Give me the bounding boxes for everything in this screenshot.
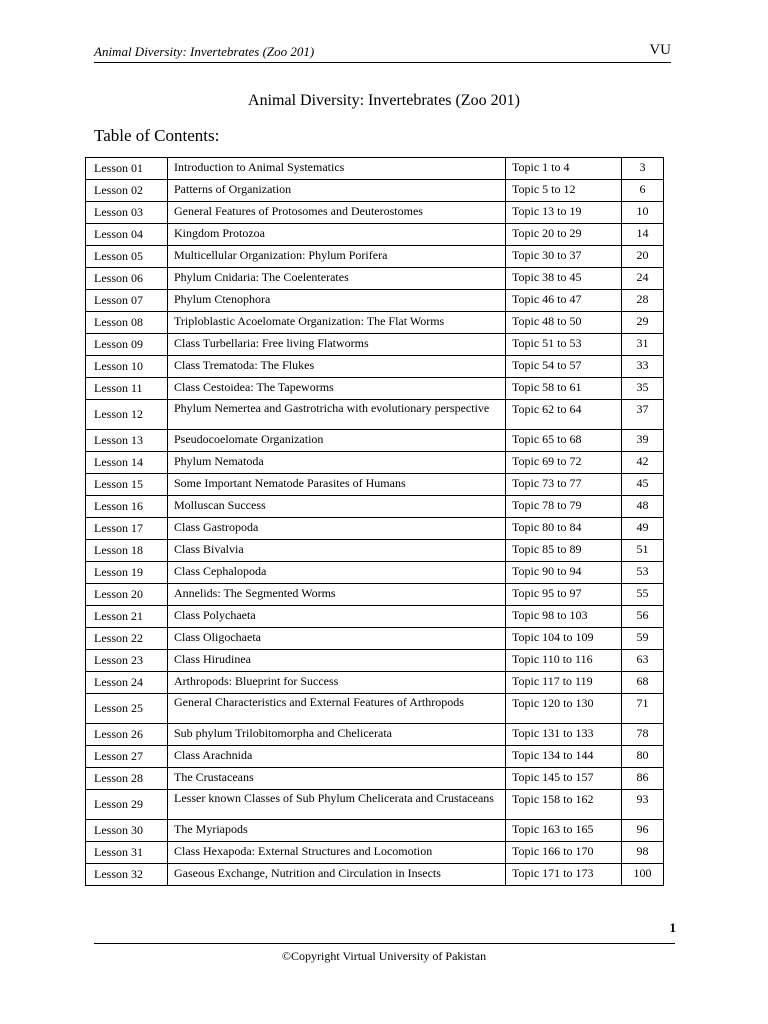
toc-row (86, 584, 664, 606)
toc-lesson-cell: Lesson 07 (86, 290, 168, 312)
toc-page-cell: 6 (622, 180, 664, 202)
toc-title-cell: Phylum Nematoda (168, 452, 506, 474)
toc-title-cell: Phylum Ctenophora (168, 290, 506, 312)
toc-topics-cell: Topic 51 to 53 (506, 334, 622, 356)
toc-title-cell: Arthropods: Blueprint for Success (168, 672, 506, 694)
page-number: 1 (669, 920, 676, 935)
toc-title-cell: Phylum Nemertea and Gastrotricha with evolutionary perspective (168, 400, 506, 430)
toc-title-cell: Pseudocoelomate Organization (168, 430, 506, 452)
toc-topics-cell: Topic 69 to 72 (506, 452, 622, 474)
toc-lesson-cell: Lesson 13 (86, 430, 168, 452)
toc-row (86, 452, 664, 474)
document-title: Animal Diversity: Invertebrates (Zoo 201) (248, 92, 520, 109)
toc-page-cell: 20 (622, 246, 664, 268)
toc-topics-cell: Topic 95 to 97 (506, 584, 622, 606)
toc-topics-cell: Topic 46 to 47 (506, 290, 622, 312)
toc-title-cell: Introduction to Animal Systematics (168, 158, 506, 180)
toc-row (86, 334, 664, 356)
toc-title-cell: Multicellular Organization: Phylum Porifera (168, 246, 506, 268)
toc-lesson-cell: Lesson 10 (86, 356, 168, 378)
toc-topics-cell: Topic 62 to 64 (506, 400, 622, 430)
toc-topics-cell: Topic 48 to 50 (506, 312, 622, 334)
toc-page-cell: 96 (622, 820, 664, 842)
toc-lesson-cell: Lesson 29 (86, 790, 168, 820)
toc-topics-cell: Topic 90 to 94 (506, 562, 622, 584)
toc-topics-cell: Topic 117 to 119 (506, 672, 622, 694)
toc-topics-cell: Topic 78 to 79 (506, 496, 622, 518)
toc-topics-cell: Topic 110 to 116 (506, 650, 622, 672)
toc-lesson-cell: Lesson 03 (86, 202, 168, 224)
toc-title-cell: Sub phylum Trilobitomorpha and Chelicerata (168, 724, 506, 746)
toc-page-cell: 31 (622, 334, 664, 356)
toc-topics-cell: Topic 54 to 57 (506, 356, 622, 378)
toc-row (86, 378, 664, 400)
toc-row (86, 224, 664, 246)
toc-topics-cell: Topic 65 to 68 (506, 430, 622, 452)
toc-page-cell: 29 (622, 312, 664, 334)
toc-page-cell: 24 (622, 268, 664, 290)
toc-page-cell: 49 (622, 518, 664, 540)
toc-lesson-cell: Lesson 23 (86, 650, 168, 672)
toc-lesson-cell: Lesson 17 (86, 518, 168, 540)
toc-row (86, 746, 664, 768)
toc-title-cell: Class Polychaeta (168, 606, 506, 628)
toc-title-cell: Patterns of Organization (168, 180, 506, 202)
toc-lesson-cell: Lesson 18 (86, 540, 168, 562)
toc-row (86, 694, 664, 724)
toc-lesson-cell: Lesson 12 (86, 400, 168, 430)
toc-title-cell: Class Oligochaeta (168, 628, 506, 650)
toc-topics-cell: Topic 13 to 19 (506, 202, 622, 224)
toc-title-cell: Gaseous Exchange, Nutrition and Circulation in Insects (168, 864, 506, 886)
toc-topics-cell: Topic 104 to 109 (506, 628, 622, 650)
toc-page-cell: 78 (622, 724, 664, 746)
toc-page-cell: 100 (622, 864, 664, 886)
toc-topics-cell: Topic 163 to 165 (506, 820, 622, 842)
toc-title-cell: Some Important Nematode Parasites of Humans (168, 474, 506, 496)
toc-row (86, 540, 664, 562)
toc-page-cell: 59 (622, 628, 664, 650)
toc-page-cell: 93 (622, 790, 664, 820)
toc-page-cell: 71 (622, 694, 664, 724)
toc-row (86, 430, 664, 452)
toc-page-cell: 55 (622, 584, 664, 606)
toc-topics-cell: Topic 166 to 170 (506, 842, 622, 864)
toc-topics-cell: Topic 1 to 4 (506, 158, 622, 180)
toc-title-cell: Class Gastropoda (168, 518, 506, 540)
toc-page-cell: 56 (622, 606, 664, 628)
toc-topics-cell: Topic 85 to 89 (506, 540, 622, 562)
running-header (94, 44, 671, 63)
toc-title-cell: Lesser known Classes of Sub Phylum Chelicerata and Crustaceans (168, 790, 506, 820)
toc-page-cell: 68 (622, 672, 664, 694)
toc-lesson-cell: Lesson 26 (86, 724, 168, 746)
toc-topics-cell: Topic 98 to 103 (506, 606, 622, 628)
toc-row (86, 202, 664, 224)
toc-row (86, 496, 664, 518)
toc-lesson-cell: Lesson 16 (86, 496, 168, 518)
toc-page-cell: 33 (622, 356, 664, 378)
toc-row (86, 180, 664, 202)
toc-title-cell: Class Arachnida (168, 746, 506, 768)
toc-lesson-cell: Lesson 25 (86, 694, 168, 724)
toc-lesson-cell: Lesson 06 (86, 268, 168, 290)
toc-title-cell: Kingdom Protozoa (168, 224, 506, 246)
toc-topics-cell: Topic 145 to 157 (506, 768, 622, 790)
toc-lesson-cell: Lesson 28 (86, 768, 168, 790)
header-course-title: Animal Diversity: Invertebrates (Zoo 201) (94, 44, 315, 59)
toc-lesson-cell: Lesson 08 (86, 312, 168, 334)
toc-row (86, 606, 664, 628)
footer-divider (94, 943, 675, 944)
toc-lesson-cell: Lesson 02 (86, 180, 168, 202)
toc-row (86, 356, 664, 378)
toc-row (86, 290, 664, 312)
toc-page-cell: 37 (622, 400, 664, 430)
toc-lesson-cell: Lesson 11 (86, 378, 168, 400)
toc-topics-cell: Topic 131 to 133 (506, 724, 622, 746)
toc-row (86, 864, 664, 886)
toc-row (86, 158, 664, 180)
toc-title-cell: Class Cephalopoda (168, 562, 506, 584)
toc-lesson-cell: Lesson 31 (86, 842, 168, 864)
toc-title-cell: Class Trematoda: The Flukes (168, 356, 506, 378)
toc-lesson-cell: Lesson 19 (86, 562, 168, 584)
toc-row (86, 650, 664, 672)
table-of-contents (85, 157, 664, 886)
toc-page-cell: 86 (622, 768, 664, 790)
toc-title-cell: The Crustaceans (168, 768, 506, 790)
toc-row (86, 474, 664, 496)
toc-row (86, 562, 664, 584)
toc-topics-cell: Topic 38 to 45 (506, 268, 622, 290)
toc-row (86, 724, 664, 746)
toc-topics-cell: Topic 171 to 173 (506, 864, 622, 886)
toc-topics-cell: Topic 80 to 84 (506, 518, 622, 540)
toc-row (86, 628, 664, 650)
toc-page-cell: 35 (622, 378, 664, 400)
toc-heading: Table of Contents: (94, 126, 220, 145)
toc-topics-cell: Topic 20 to 29 (506, 224, 622, 246)
toc-page-cell: 63 (622, 650, 664, 672)
toc-page-cell: 45 (622, 474, 664, 496)
toc-title-cell: Triploblastic Acoelomate Organization: The Flat Worms (168, 312, 506, 334)
toc-lesson-cell: Lesson 09 (86, 334, 168, 356)
toc-title-cell: Class Bivalvia (168, 540, 506, 562)
toc-title-cell: Class Hirudinea (168, 650, 506, 672)
toc-topics-cell: Topic 73 to 77 (506, 474, 622, 496)
toc-lesson-cell: Lesson 15 (86, 474, 168, 496)
toc-row (86, 246, 664, 268)
toc-lesson-cell: Lesson 14 (86, 452, 168, 474)
toc-lesson-cell: Lesson 30 (86, 820, 168, 842)
toc-page-cell: 3 (622, 158, 664, 180)
toc-row (86, 790, 664, 820)
toc-topics-cell: Topic 5 to 12 (506, 180, 622, 202)
toc-row (86, 842, 664, 864)
toc-row (86, 672, 664, 694)
toc-title-cell: General Characteristics and External Features of Arthropods (168, 694, 506, 724)
toc-page-cell: 98 (622, 842, 664, 864)
toc-row (86, 518, 664, 540)
toc-topics-cell: Topic 120 to 130 (506, 694, 622, 724)
toc-title-cell: General Features of Protosomes and Deuterostomes (168, 202, 506, 224)
toc-body (86, 158, 664, 886)
header-institution: VU (649, 42, 671, 58)
toc-lesson-cell: Lesson 32 (86, 864, 168, 886)
toc-page-cell: 42 (622, 452, 664, 474)
toc-topics-cell: Topic 30 to 37 (506, 246, 622, 268)
toc-title-cell: The Myriapods (168, 820, 506, 842)
toc-lesson-cell: Lesson 24 (86, 672, 168, 694)
toc-lesson-cell: Lesson 22 (86, 628, 168, 650)
toc-lesson-cell: Lesson 20 (86, 584, 168, 606)
toc-page-cell: 39 (622, 430, 664, 452)
toc-row (86, 312, 664, 334)
toc-title-cell: Molluscan Success (168, 496, 506, 518)
toc-title-cell: Class Hexapoda: External Structures and Locomotion (168, 842, 506, 864)
toc-topics-cell: Topic 134 to 144 (506, 746, 622, 768)
toc-row (86, 268, 664, 290)
toc-topics-cell: Topic 58 to 61 (506, 378, 622, 400)
toc-page-cell: 10 (622, 202, 664, 224)
toc-page-cell: 80 (622, 746, 664, 768)
toc-lesson-cell: Lesson 01 (86, 158, 168, 180)
toc-page-cell: 53 (622, 562, 664, 584)
toc-row (86, 768, 664, 790)
toc-row (86, 400, 664, 430)
toc-lesson-cell: Lesson 04 (86, 224, 168, 246)
toc-lesson-cell: Lesson 27 (86, 746, 168, 768)
toc-page-cell: 28 (622, 290, 664, 312)
toc-topics-cell: Topic 158 to 162 (506, 790, 622, 820)
toc-row (86, 820, 664, 842)
toc-page-cell: 48 (622, 496, 664, 518)
toc-title-cell: Class Cestoidea: The Tapeworms (168, 378, 506, 400)
toc-title-cell: Class Turbellaria: Free living Flatworms (168, 334, 506, 356)
toc-title-cell: Annelids: The Segmented Worms (168, 584, 506, 606)
toc-title-cell: Phylum Cnidaria: The Coelenterates (168, 268, 506, 290)
footer-copyright: ©Copyright Virtual University of Pakistan (281, 949, 487, 963)
toc-lesson-cell: Lesson 05 (86, 246, 168, 268)
toc-lesson-cell: Lesson 21 (86, 606, 168, 628)
toc-page-cell: 14 (622, 224, 664, 246)
toc-page-cell: 51 (622, 540, 664, 562)
